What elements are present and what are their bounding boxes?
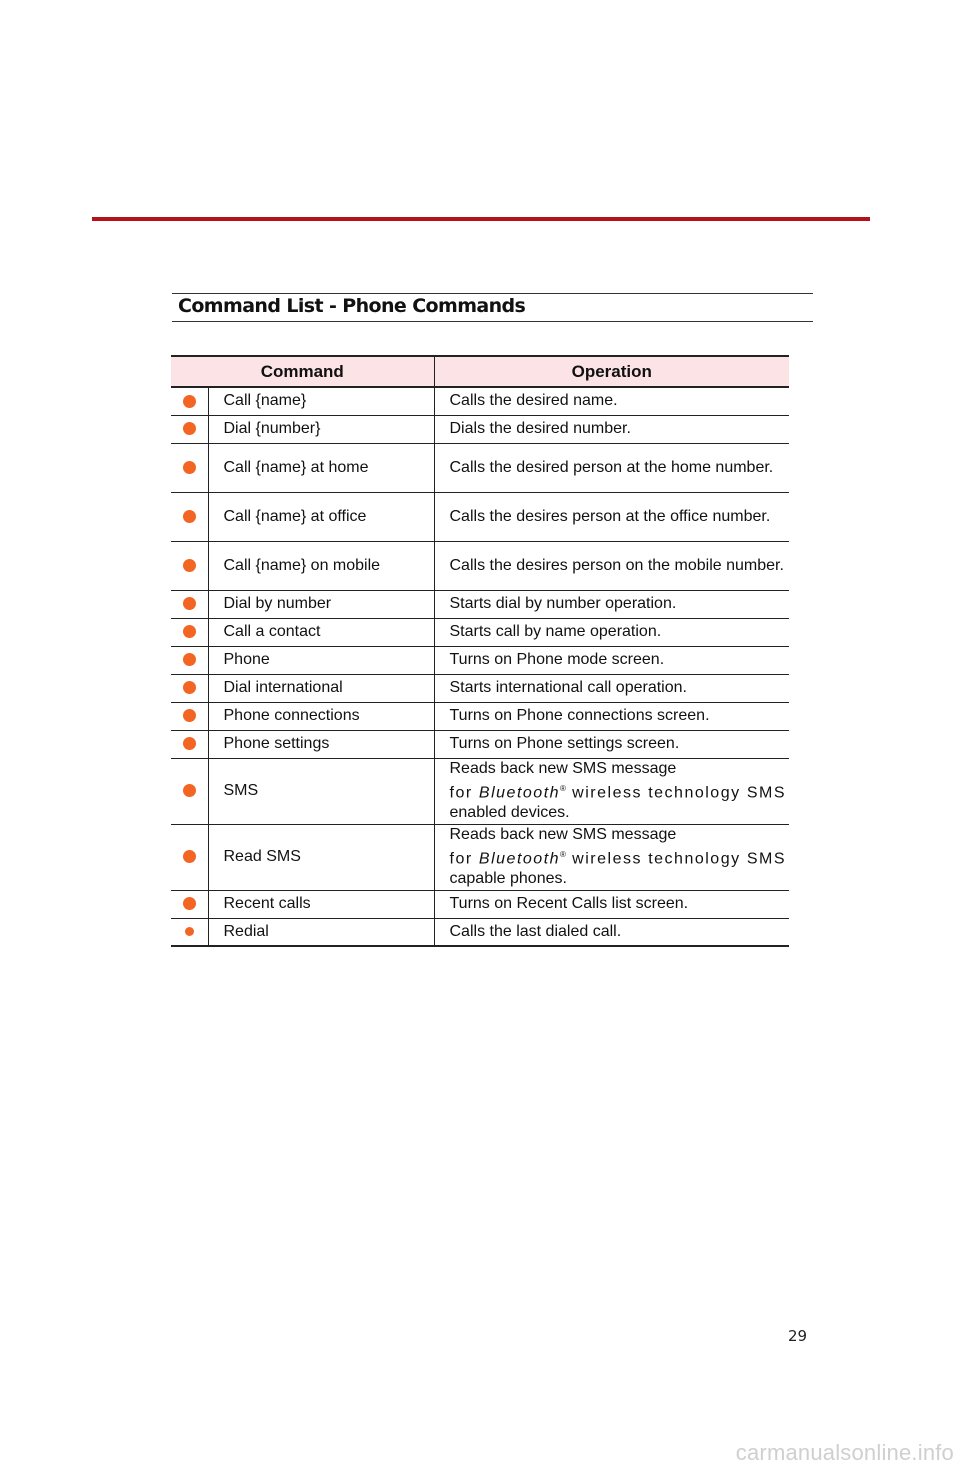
operation-cell: Starts dial by number operation. <box>434 590 789 618</box>
operation-cell: Starts call by name operation. <box>434 618 789 646</box>
table-row <box>171 492 789 541</box>
command-cell: Call {name} on mobile <box>208 541 434 590</box>
command-cell: Call {name} at office <box>208 492 434 541</box>
bullet-cell <box>171 646 208 674</box>
table-row <box>171 730 789 758</box>
operation-line: capable phones. <box>449 870 567 888</box>
table-row <box>171 758 789 824</box>
operation-cell: Calls the desires person at the office number. <box>434 492 789 541</box>
bullet-dot-icon <box>183 737 196 750</box>
bullet-dot-icon <box>183 709 196 722</box>
section-header <box>172 293 813 322</box>
bullet-cell <box>171 918 208 946</box>
operation-text: wireless technology SMS <box>565 850 787 868</box>
registered-mark: ® <box>560 849 566 859</box>
table-row <box>171 646 789 674</box>
table-row <box>171 415 789 443</box>
bullet-dot-icon <box>183 461 196 474</box>
registered-mark: ® <box>560 783 566 793</box>
bullet-dot-icon <box>185 927 194 936</box>
operation-text: for <box>449 784 479 802</box>
header-rule <box>92 217 870 221</box>
brand-name: Bluetooth <box>478 784 561 802</box>
operation-line-justified <box>450 845 787 869</box>
bullet-cell <box>171 730 208 758</box>
operation-cell: Turns on Phone mode screen. <box>434 646 789 674</box>
operation-cell: Starts international call operation. <box>434 674 789 702</box>
operation-text: for <box>449 850 479 868</box>
column-header-command: Command <box>171 356 434 387</box>
bullet-dot-icon <box>183 597 196 610</box>
operation-line: Reads back new SMS message <box>449 825 677 843</box>
table-row <box>171 387 789 415</box>
command-cell: Call {name} <box>208 387 434 415</box>
command-cell: Dial by number <box>208 590 434 618</box>
column-header-operation: Operation <box>434 356 789 387</box>
table-row <box>171 590 789 618</box>
operation-cell: Turns on Phone connections screen. <box>434 702 789 730</box>
bullet-cell <box>171 824 208 890</box>
bullet-dot-icon <box>183 784 196 797</box>
command-cell: Call a contact <box>208 618 434 646</box>
bullet-dot-icon <box>183 625 196 638</box>
command-cell: Recent calls <box>208 890 434 918</box>
bullet-cell <box>171 758 208 824</box>
operation-cell <box>434 758 789 824</box>
section-title: Command List - Phone Commands <box>178 295 526 317</box>
table-row <box>171 824 789 890</box>
command-cell: SMS <box>208 758 434 824</box>
bullet-dot-icon <box>183 395 196 408</box>
operation-cell: Turns on Phone settings screen. <box>434 730 789 758</box>
brand-name: Bluetooth <box>478 850 561 868</box>
operation-line-justified <box>450 779 787 803</box>
command-cell: Dial {number} <box>208 415 434 443</box>
bullet-dot-icon <box>183 653 196 666</box>
bullet-dot-icon <box>183 559 196 572</box>
command-cell: Dial international <box>208 674 434 702</box>
bullet-cell <box>171 415 208 443</box>
bullet-cell <box>171 674 208 702</box>
bullet-cell <box>171 702 208 730</box>
command-cell: Redial <box>208 918 434 946</box>
bullet-cell <box>171 387 208 415</box>
command-cell: Phone settings <box>208 730 434 758</box>
bullet-dot-icon <box>183 681 196 694</box>
operation-cell: Turns on Recent Calls list screen. <box>434 890 789 918</box>
table-row <box>171 618 789 646</box>
table-row <box>171 443 789 492</box>
operation-cell: Calls the desired person at the home number. <box>434 443 789 492</box>
command-cell: Phone connections <box>208 702 434 730</box>
table-row <box>171 702 789 730</box>
operation-text: wireless technology SMS <box>565 784 787 802</box>
operation-cell: Calls the last dialed call. <box>434 918 789 946</box>
operation-line: enabled devices. <box>449 804 570 822</box>
operation-cell: Calls the desires person on the mobile number. <box>434 541 789 590</box>
bullet-cell <box>171 890 208 918</box>
table-row <box>171 674 789 702</box>
bullet-cell <box>171 492 208 541</box>
bullet-dot-icon <box>183 897 196 910</box>
command-cell: Phone <box>208 646 434 674</box>
command-cell: Read SMS <box>208 824 434 890</box>
bullet-cell <box>171 443 208 492</box>
table-header-row <box>171 356 789 387</box>
table-row <box>171 918 789 946</box>
table-row <box>171 890 789 918</box>
operation-cell: Dials the desired number. <box>434 415 789 443</box>
table-row <box>171 541 789 590</box>
page-number: 29 <box>788 1327 808 1345</box>
command-table <box>171 355 789 947</box>
bullet-cell <box>171 590 208 618</box>
bullet-cell <box>171 618 208 646</box>
command-cell: Call {name} at home <box>208 443 434 492</box>
bullet-dot-icon <box>183 422 196 435</box>
bullet-cell <box>171 541 208 590</box>
watermark-text: carmanualsonline.info <box>735 1440 954 1465</box>
operation-cell <box>434 824 789 890</box>
operation-line: Reads back new SMS message <box>449 759 677 777</box>
bullet-dot-icon <box>183 850 196 863</box>
operation-cell: Calls the desired name. <box>434 387 789 415</box>
bullet-dot-icon <box>183 510 196 523</box>
